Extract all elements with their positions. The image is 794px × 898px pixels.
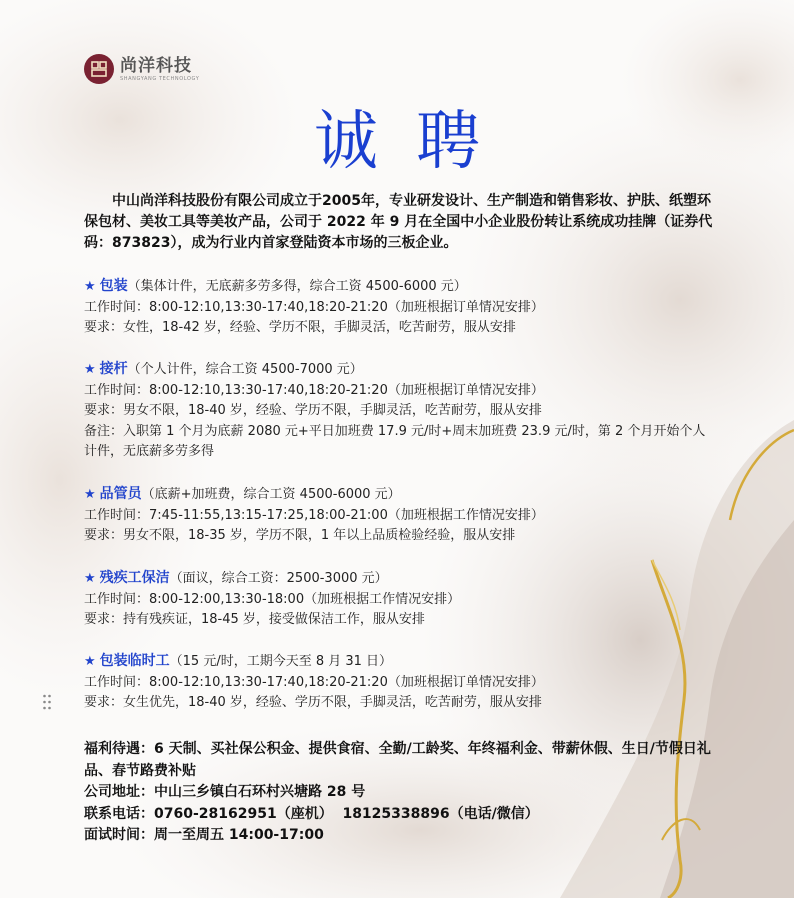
star-icon: ★ <box>84 654 96 669</box>
job-title: 接杆 <box>99 361 128 377</box>
job-title: 品管员 <box>99 486 142 502</box>
job-rod-assembly <box>84 359 744 463</box>
job-heading <box>84 276 744 298</box>
star-icon: ★ <box>84 362 96 377</box>
company-intro: 中山尚洋科技股份有限公司成立于2005年，专业研发设计、生产制造和销售彩妆、护肤、纸塑环保包材、美妆工具等美妆产品，公司于 2022 年 9 月在全国中小企业股份转让系统成功挂牌（证券代码：873823），成为行业内首家登陆资本市场的三板企业。 <box>84 193 713 251</box>
job-hours: 工作时间：8:00-12:10,13:30-17:40,18:20-21:20（加班根据订单情况安排） <box>84 382 544 398</box>
job-hours: 工作时间：8:00-12:10,13:30-17:40,18:20-21:20（加班根据订单情况安排） <box>84 674 544 690</box>
star-icon: ★ <box>84 487 96 502</box>
job-summary: （底薪+加班费，综合工资 4500-6000 元） <box>141 487 401 502</box>
job-temp-packaging <box>84 651 744 714</box>
job-title: 残疾工保洁 <box>99 570 170 586</box>
benefits-text: 福利待遇：6 天制、买社保公积金、提供食宿、全勤/工龄奖、年终福利金、带薪休假、生日/节假日礼品、春节路费补贴 <box>84 741 711 779</box>
job-quality-inspector <box>84 484 744 547</box>
address-text: 公司地址：中山三乡镇白石环村兴塘路 28 号 <box>84 784 366 800</box>
job-hours: 工作时间：8:00-12:10,13:30-17:40,18:20-21:20（加班根据订单情况安排） <box>84 299 544 315</box>
job-hours: 工作时间：8:00-12:00,13:30-18:00（加班根据工作情况安排） <box>84 591 461 607</box>
job-summary: （集体计件，无底薪多劳多得，综合工资 4500-6000 元） <box>127 279 467 294</box>
company-info <box>84 739 724 847</box>
job-requirements: 要求：男女不限，18-40 岁，经验、学历不限，手脚灵活，吃苦耐劳，服从安排 <box>84 403 542 418</box>
logo-emblem-icon <box>84 54 114 84</box>
job-notes: 备注：入职第 1 个月为底薪 2080 元+平日加班费 17.9 元/时+周末加班费 23.9 元/时，第 2 个月开始个人计件，无底薪多劳多得 <box>84 423 706 459</box>
poster-title: 诚聘 <box>314 105 518 179</box>
job-title: 包装 <box>99 278 128 294</box>
job-summary: （个人计件，综合工资 4500-7000 元） <box>127 362 363 377</box>
phone-text: 联系电话：0760-28162951（座机） 18125338896（电话/微信） <box>84 805 539 822</box>
logo-name: 尚洋科技 <box>120 55 192 76</box>
job-heading <box>84 484 744 506</box>
star-icon: ★ <box>84 571 96 586</box>
logo-subtitle: SHANGYANG TECHNOLOGY <box>120 75 200 82</box>
job-requirements: 要求：持有残疾证，18-45 岁，接受做保洁工作，服从安排 <box>84 612 425 627</box>
interview-time-text: 面试时间：周一至周五 14:00-17:00 <box>84 827 324 843</box>
job-cleaner <box>84 568 744 631</box>
job-summary: （15 元/时，工期今天至 8 月 31 日） <box>169 654 393 669</box>
job-title: 包装临时工 <box>99 653 170 669</box>
star-icon: ★ <box>84 279 96 294</box>
job-heading <box>84 359 744 381</box>
job-requirements: 要求：女生优先，18-40 岁，经验、学历不限，手脚灵活，吃苦耐劳，服从安排 <box>84 695 542 710</box>
job-requirements: 要求：男女不限，18-35 岁，学历不限，1 年以上品质检验经验，服从安排 <box>84 528 516 543</box>
job-heading <box>84 568 744 590</box>
drag-handle-icon[interactable] <box>42 693 52 711</box>
job-requirements: 要求：女性，18-42 岁，经验、学历不限，手脚灵活，吃苦耐劳，服从安排 <box>84 320 516 335</box>
job-heading <box>84 651 744 673</box>
company-logo <box>84 54 199 84</box>
job-hours: 工作时间：7:45-11:55,13:15-17:25,18:00-21:00（加班根据工作情况安排） <box>84 507 544 523</box>
job-summary: （面议，综合工资：2500-3000 元） <box>169 571 388 586</box>
job-packaging <box>84 276 744 339</box>
